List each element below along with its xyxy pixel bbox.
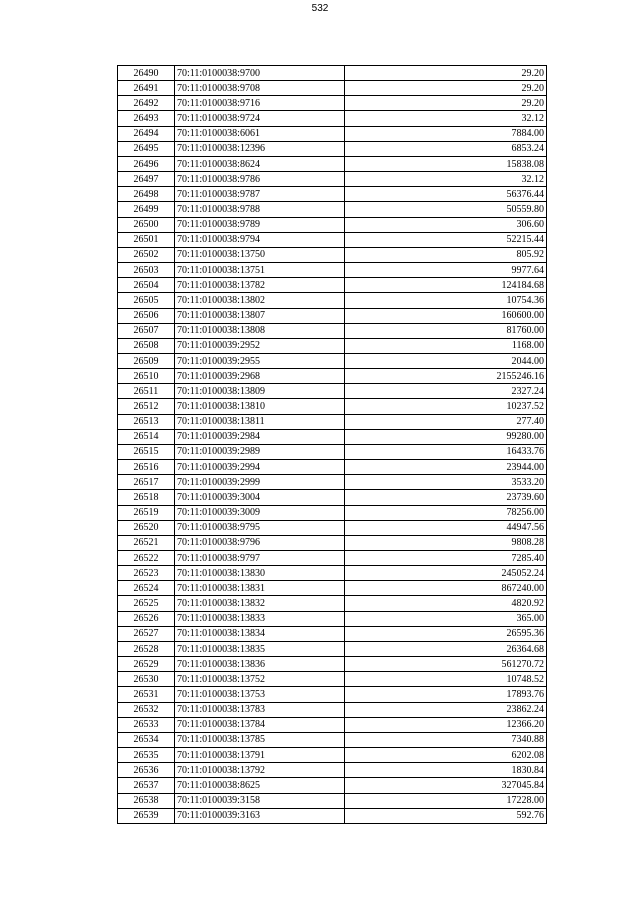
table-row [118, 490, 547, 505]
row-number-cell: 26515 [118, 444, 175, 459]
cadastral-number-cell: 70:11:0100039:2968 [175, 369, 345, 384]
row-number-cell: 26529 [118, 657, 175, 672]
row-number-cell: 26516 [118, 460, 175, 475]
value-cell: 10748.52 [345, 672, 547, 687]
table-row [118, 748, 547, 763]
table-row [118, 717, 547, 732]
row-number-cell: 26495 [118, 141, 175, 156]
table-row [118, 596, 547, 611]
cadastral-number-cell: 70:11:0100038:13833 [175, 611, 345, 626]
cadastral-number-cell: 70:11:0100038:13753 [175, 687, 345, 702]
table-row [118, 232, 547, 247]
table-row [118, 535, 547, 550]
value-cell: 7285.40 [345, 551, 547, 566]
cadastral-number-cell: 70:11:0100038:13784 [175, 717, 345, 732]
row-number-cell: 26505 [118, 293, 175, 308]
cadastral-number-cell: 70:11:0100038:13807 [175, 308, 345, 323]
row-number-cell: 26531 [118, 687, 175, 702]
row-number-cell: 26525 [118, 596, 175, 611]
cadastral-number-cell: 70:11:0100038:9797 [175, 551, 345, 566]
table-row [118, 172, 547, 187]
cadastral-number-cell: 70:11:0100039:3163 [175, 808, 345, 823]
table-row [118, 793, 547, 808]
cadastral-number-cell: 70:11:0100038:13791 [175, 748, 345, 763]
value-cell: 124184.68 [345, 278, 547, 293]
row-number-cell: 26499 [118, 202, 175, 217]
row-number-cell: 26512 [118, 399, 175, 414]
table-row [118, 475, 547, 490]
cadastral-number-cell: 70:11:0100038:13752 [175, 672, 345, 687]
row-number-cell: 26492 [118, 96, 175, 111]
row-number-cell: 26498 [118, 187, 175, 202]
page-number: 532 [311, 3, 329, 14]
table-row [118, 657, 547, 672]
row-number-cell: 26510 [118, 369, 175, 384]
table-row [118, 778, 547, 793]
cadastral-number-cell: 70:11:0100038:8625 [175, 778, 345, 793]
cadastral-number-cell: 70:11:0100039:3158 [175, 793, 345, 808]
value-cell: 29.20 [345, 96, 547, 111]
cadastral-number-cell: 70:11:0100038:13785 [175, 732, 345, 747]
cadastral-number-cell: 70:11:0100039:3009 [175, 505, 345, 520]
table-row [118, 732, 547, 747]
value-cell: 12366.20 [345, 717, 547, 732]
row-number-cell: 26511 [118, 384, 175, 399]
cadastral-number-cell: 70:11:0100038:13836 [175, 657, 345, 672]
row-number-cell: 26491 [118, 81, 175, 96]
table-row [118, 611, 547, 626]
row-number-cell: 26538 [118, 793, 175, 808]
row-number-cell: 26527 [118, 626, 175, 641]
value-cell: 44947.56 [345, 520, 547, 535]
table-row [118, 551, 547, 566]
row-number-cell: 26535 [118, 748, 175, 763]
value-cell: 9977.64 [345, 263, 547, 278]
value-cell: 306.60 [345, 217, 547, 232]
cadastral-number-cell: 70:11:0100039:2984 [175, 429, 345, 444]
row-number-cell: 26513 [118, 414, 175, 429]
table-row [118, 217, 547, 232]
table-row [118, 81, 547, 96]
cadastral-number-cell: 70:11:0100038:13831 [175, 581, 345, 596]
value-cell: 7340.88 [345, 732, 547, 747]
table-row [118, 111, 547, 126]
data-table [117, 65, 547, 824]
table-row [118, 414, 547, 429]
value-cell: 561270.72 [345, 657, 547, 672]
cadastral-number-cell: 70:11:0100038:9786 [175, 172, 345, 187]
row-number-cell: 26514 [118, 429, 175, 444]
table-row [118, 687, 547, 702]
cadastral-number-cell: 70:11:0100038:13783 [175, 702, 345, 717]
value-cell: 81760.00 [345, 323, 547, 338]
cadastral-number-cell: 70:11:0100038:6061 [175, 126, 345, 141]
row-number-cell: 26526 [118, 611, 175, 626]
table-row [118, 566, 547, 581]
table-row [118, 308, 547, 323]
table-row [118, 702, 547, 717]
table-row [118, 399, 547, 414]
cadastral-number-cell: 70:11:0100038:9789 [175, 217, 345, 232]
value-cell: 2044.00 [345, 353, 547, 368]
cadastral-number-cell: 70:11:0100038:13834 [175, 626, 345, 641]
value-cell: 1168.00 [345, 338, 547, 353]
value-cell: 26364.68 [345, 641, 547, 656]
cadastral-number-cell: 70:11:0100038:13750 [175, 247, 345, 262]
table-body [118, 66, 547, 824]
value-cell: 592.76 [345, 808, 547, 823]
table-row [118, 626, 547, 641]
row-number-cell: 26503 [118, 263, 175, 278]
table-row [118, 763, 547, 778]
value-cell: 805.92 [345, 247, 547, 262]
row-number-cell: 26502 [118, 247, 175, 262]
row-number-cell: 26524 [118, 581, 175, 596]
row-number-cell: 26506 [118, 308, 175, 323]
table-row [118, 672, 547, 687]
cadastral-number-cell: 70:11:0100038:13835 [175, 641, 345, 656]
table-row [118, 641, 547, 656]
cadastral-number-cell: 70:11:0100038:9796 [175, 535, 345, 550]
row-number-cell: 26518 [118, 490, 175, 505]
table-row [118, 323, 547, 338]
cadastral-number-cell: 70:11:0100038:12396 [175, 141, 345, 156]
row-number-cell: 26522 [118, 551, 175, 566]
cadastral-number-cell: 70:11:0100038:13808 [175, 323, 345, 338]
value-cell: 327045.84 [345, 778, 547, 793]
row-number-cell: 26519 [118, 505, 175, 520]
cadastral-number-cell: 70:11:0100038:13809 [175, 384, 345, 399]
table-row [118, 263, 547, 278]
row-number-cell: 26507 [118, 323, 175, 338]
value-cell: 32.12 [345, 172, 547, 187]
row-number-cell: 26536 [118, 763, 175, 778]
value-cell: 7884.00 [345, 126, 547, 141]
table-row [118, 141, 547, 156]
value-cell: 6853.24 [345, 141, 547, 156]
value-cell: 2327.24 [345, 384, 547, 399]
table-row [118, 156, 547, 171]
value-cell: 1830.84 [345, 763, 547, 778]
cadastral-number-cell: 70:11:0100039:2952 [175, 338, 345, 353]
cadastral-number-cell: 70:11:0100038:9794 [175, 232, 345, 247]
value-cell: 365.00 [345, 611, 547, 626]
table-row [118, 808, 547, 823]
cadastral-number-cell: 70:11:0100038:8624 [175, 156, 345, 171]
value-cell: 78256.00 [345, 505, 547, 520]
value-cell: 15838.08 [345, 156, 547, 171]
row-number-cell: 26530 [118, 672, 175, 687]
cadastral-number-cell: 70:11:0100038:9788 [175, 202, 345, 217]
table-row [118, 505, 547, 520]
row-number-cell: 26523 [118, 566, 175, 581]
table-row [118, 187, 547, 202]
value-cell: 23862.24 [345, 702, 547, 717]
row-number-cell: 26517 [118, 475, 175, 490]
table-row [118, 293, 547, 308]
value-cell: 29.20 [345, 81, 547, 96]
row-number-cell: 26490 [118, 66, 175, 81]
row-number-cell: 26534 [118, 732, 175, 747]
cadastral-number-cell: 70:11:0100038:13792 [175, 763, 345, 778]
row-number-cell: 26537 [118, 778, 175, 793]
row-number-cell: 26496 [118, 156, 175, 171]
cadastral-number-cell: 70:11:0100038:9708 [175, 81, 345, 96]
value-cell: 9808.28 [345, 535, 547, 550]
cadastral-number-cell: 70:11:0100038:9795 [175, 520, 345, 535]
row-number-cell: 26532 [118, 702, 175, 717]
cadastral-number-cell: 70:11:0100038:13832 [175, 596, 345, 611]
row-number-cell: 26501 [118, 232, 175, 247]
value-cell: 17228.00 [345, 793, 547, 808]
value-cell: 26595.36 [345, 626, 547, 641]
row-number-cell: 26497 [118, 172, 175, 187]
row-number-cell: 26504 [118, 278, 175, 293]
cadastral-number-cell: 70:11:0100038:13802 [175, 293, 345, 308]
cadastral-number-cell: 70:11:0100039:2999 [175, 475, 345, 490]
cadastral-number-cell: 70:11:0100038:9700 [175, 66, 345, 81]
table-row [118, 278, 547, 293]
table-row [118, 520, 547, 535]
value-cell: 867240.00 [345, 581, 547, 596]
cadastral-number-cell: 70:11:0100039:2994 [175, 460, 345, 475]
table-row [118, 66, 547, 81]
cadastral-number-cell: 70:11:0100038:13830 [175, 566, 345, 581]
cadastral-number-cell: 70:11:0100039:3004 [175, 490, 345, 505]
row-number-cell: 26493 [118, 111, 175, 126]
table-row [118, 429, 547, 444]
value-cell: 6202.08 [345, 748, 547, 763]
value-cell: 10754.36 [345, 293, 547, 308]
value-cell: 3533.20 [345, 475, 547, 490]
row-number-cell: 26521 [118, 535, 175, 550]
value-cell: 277.40 [345, 414, 547, 429]
value-cell: 50559.80 [345, 202, 547, 217]
cadastral-number-cell: 70:11:0100038:9716 [175, 96, 345, 111]
row-number-cell: 26494 [118, 126, 175, 141]
table-row [118, 369, 547, 384]
row-number-cell: 26539 [118, 808, 175, 823]
row-number-cell: 26528 [118, 641, 175, 656]
value-cell: 52215.44 [345, 232, 547, 247]
value-cell: 32.12 [345, 111, 547, 126]
row-number-cell: 26508 [118, 338, 175, 353]
value-cell: 16433.76 [345, 444, 547, 459]
value-cell: 99280.00 [345, 429, 547, 444]
cadastral-number-cell: 70:11:0100038:13811 [175, 414, 345, 429]
table-row [118, 460, 547, 475]
value-cell: 10237.52 [345, 399, 547, 414]
table-row [118, 202, 547, 217]
table-row [118, 581, 547, 596]
cadastral-number-cell: 70:11:0100039:2989 [175, 444, 345, 459]
value-cell: 29.20 [345, 66, 547, 81]
cadastral-number-cell: 70:11:0100038:9787 [175, 187, 345, 202]
table-row [118, 338, 547, 353]
value-cell: 4820.92 [345, 596, 547, 611]
row-number-cell: 26533 [118, 717, 175, 732]
value-cell: 17893.76 [345, 687, 547, 702]
cadastral-number-cell: 70:11:0100038:13782 [175, 278, 345, 293]
cadastral-number-cell: 70:11:0100038:13751 [175, 263, 345, 278]
row-number-cell: 26500 [118, 217, 175, 232]
value-cell: 2155246.16 [345, 369, 547, 384]
table-row [118, 96, 547, 111]
value-cell: 23944.00 [345, 460, 547, 475]
value-cell: 245052.24 [345, 566, 547, 581]
value-cell: 56376.44 [345, 187, 547, 202]
table-row [118, 247, 547, 262]
table-row [118, 126, 547, 141]
table-row [118, 384, 547, 399]
value-cell: 160600.00 [345, 308, 547, 323]
row-number-cell: 26509 [118, 353, 175, 368]
table-row [118, 444, 547, 459]
cadastral-number-cell: 70:11:0100038:9724 [175, 111, 345, 126]
cadastral-number-cell: 70:11:0100038:13810 [175, 399, 345, 414]
row-number-cell: 26520 [118, 520, 175, 535]
value-cell: 23739.60 [345, 490, 547, 505]
cadastral-number-cell: 70:11:0100039:2955 [175, 353, 345, 368]
table-row [118, 353, 547, 368]
